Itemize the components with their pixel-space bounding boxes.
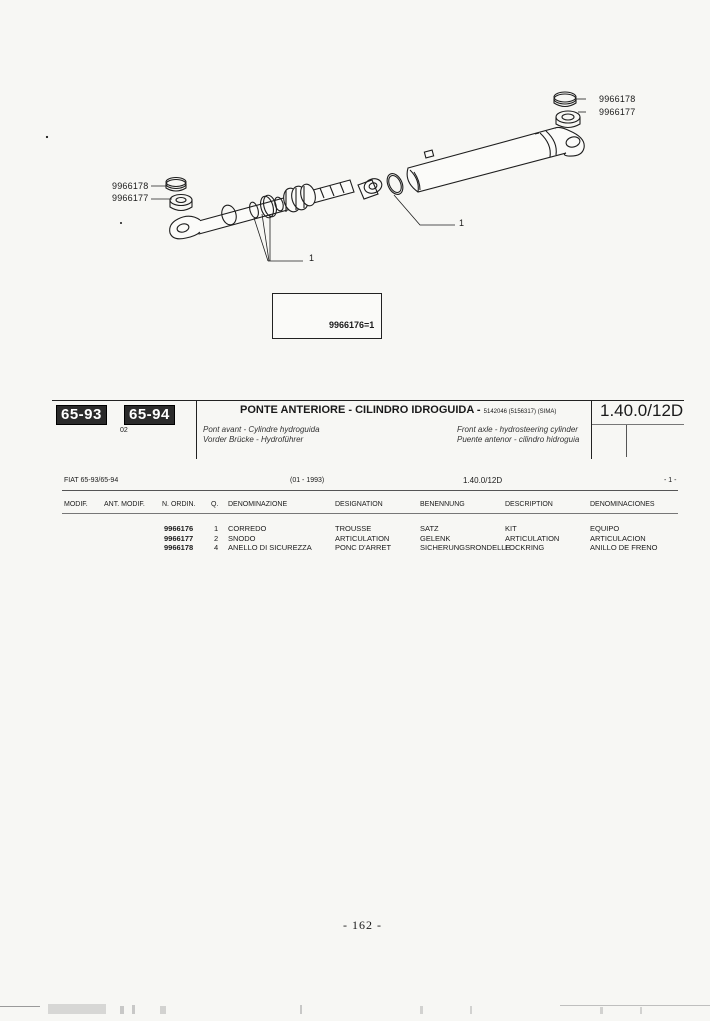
desc-de: GELENK: [420, 534, 451, 543]
col-description: DESCRIPTION: [505, 501, 553, 508]
desc-es: ARTICULACION: [590, 534, 646, 543]
desc-fr: ARTICULATION: [335, 534, 390, 543]
desc-fr: PONC D'ARRET: [335, 543, 392, 552]
desc-it: SNODO: [228, 534, 256, 543]
col-denominazione: DENOMINAZIONE: [228, 501, 288, 508]
desc-it: ANELLO DI SICUREZZA: [228, 543, 312, 552]
callout-right-lockring: 9966178: [599, 94, 636, 104]
cylinder-barrel: [407, 127, 584, 192]
page-info: - 1 -: [664, 477, 677, 484]
model-info: FIAT 65-93/65-94: [64, 477, 119, 484]
header-ref-underline: [592, 424, 684, 425]
title-text: PONTE ANTERIORE - CILINDRO IDROGUIDA -: [240, 404, 484, 416]
desc-en: LOCKRING: [505, 543, 545, 552]
page-number: - 162 -: [343, 918, 382, 932]
header-top-rule: [52, 400, 684, 401]
desc-es: EQUIPO: [590, 524, 620, 533]
kit-label: 9966176=1: [329, 320, 375, 330]
header-ref-tick: [626, 425, 627, 457]
table-ref: 1.40.0/12D: [600, 401, 684, 420]
desc-en: ARTICULATION: [505, 534, 560, 543]
col-ant-modif: ANT. MODIF.: [104, 501, 145, 508]
right-joint-parts: [554, 92, 580, 128]
model-badge-1: 65-93: [56, 405, 107, 425]
desc-it: CORREDO: [228, 524, 267, 533]
subtitle-es: Puente antenor - cilindro hidroguia: [457, 435, 580, 444]
col-benennung: BENENNUNG: [420, 501, 465, 508]
col-modif: MODIF.: [64, 501, 88, 508]
callout-oring-ref: 1: [459, 218, 465, 228]
part-number: 9966176: [164, 524, 194, 533]
quantity: 2: [214, 534, 219, 543]
header-divider-right: [591, 401, 592, 459]
col-designation: DESIGNATION: [335, 501, 383, 508]
left-joint-parts: [166, 178, 192, 211]
subtitle-de: Vorder Brücke - Hydroführer: [203, 435, 304, 444]
page-title: [240, 404, 556, 416]
callout-rings-ref: 1: [309, 253, 315, 263]
desc-en: KIT: [505, 524, 517, 533]
kit-box: [272, 293, 382, 339]
callout-left-joint: 9966177: [112, 193, 149, 203]
front-rod-eye: [170, 216, 200, 239]
desc-es: ANILLO DE FRENO: [590, 543, 658, 552]
callout-right-joint: 9966177: [599, 107, 636, 117]
gland: [358, 176, 384, 199]
desc-de: SICHERUNGSRONDELLE: [420, 543, 511, 552]
col-n-ordin: N. ORDIN.: [162, 501, 196, 508]
title-code: 5142046 (5156317) (SIMA): [483, 409, 557, 415]
info-rule: [62, 490, 678, 491]
quantity: 1: [214, 524, 219, 533]
quantity: 4: [214, 543, 219, 552]
variant-code: 02: [120, 427, 128, 434]
col-denominaciones: DENOMINACIONES: [590, 501, 655, 508]
model-badge-2: 65-94: [124, 405, 175, 425]
subtitle-en: Front axle - hydrosteering cylinder: [457, 425, 578, 434]
part-number: 9966178: [164, 543, 194, 552]
desc-fr: TROUSSE: [335, 524, 372, 533]
date-info: (01 - 1993): [290, 477, 325, 484]
ref-info: 1.40.0/12D: [463, 476, 503, 485]
scan-edge-artifact: [0, 1000, 710, 1021]
subtitle-fr: Pont avant - Cylindre hydroguida: [203, 425, 320, 434]
part-number: 9966177: [164, 534, 194, 543]
header-divider-left: [196, 401, 197, 459]
table-header-rule: [62, 513, 678, 514]
desc-de: SATZ: [420, 524, 439, 533]
col-qty: Q.: [211, 501, 219, 508]
callout-left-lockring: 9966178: [112, 181, 149, 191]
